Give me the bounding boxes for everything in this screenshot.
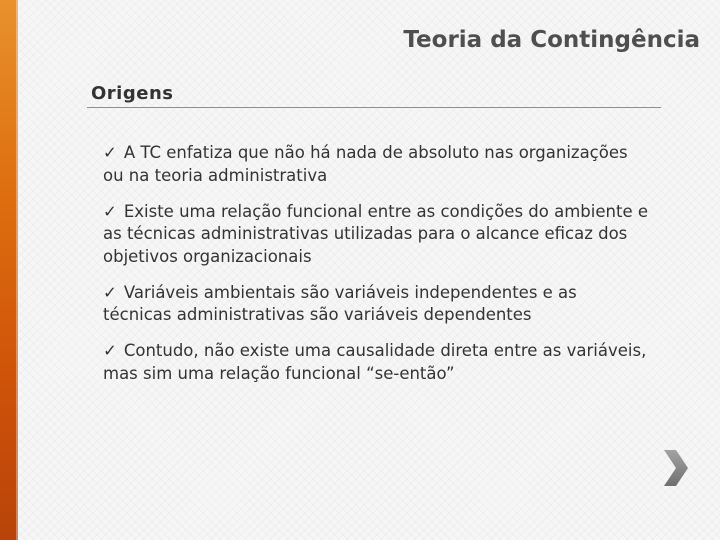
bullet-text: Contudo, não existe uma causalidade direta entre as variáveis, mas sim uma relação funcional “se-então” xyxy=(103,341,647,383)
check-icon: ✓ xyxy=(103,143,117,162)
check-icon: ✓ xyxy=(103,201,117,221)
bullet-item xyxy=(103,340,648,385)
slide-subtitle: Origens xyxy=(91,83,174,104)
bullet-item xyxy=(103,282,648,327)
chevron-right-icon[interactable] xyxy=(660,446,694,490)
slide-title: Teoria da Contingência xyxy=(403,27,700,53)
bullet-text: A TC enfatiza que não há nada de absoluto nas organizações ou na teoria administrativa xyxy=(103,143,628,185)
bullet-text: Variáveis ambientais são variáveis independentes e as técnicas administrativas são variáveis dependentes xyxy=(103,282,577,324)
check-icon: ✓ xyxy=(103,341,117,360)
bullet-text: Existe uma relação funcional entre as condições do ambiente e as técnicas administrativas utilizadas para o alcance eficaz dos objetivos organizacionais xyxy=(103,201,648,266)
title-divider xyxy=(87,107,661,108)
bullet-item xyxy=(103,142,648,187)
bullet-list xyxy=(103,142,648,399)
check-icon: ✓ xyxy=(103,282,117,302)
bullet-item xyxy=(103,201,648,269)
accent-side-bar xyxy=(0,0,18,540)
